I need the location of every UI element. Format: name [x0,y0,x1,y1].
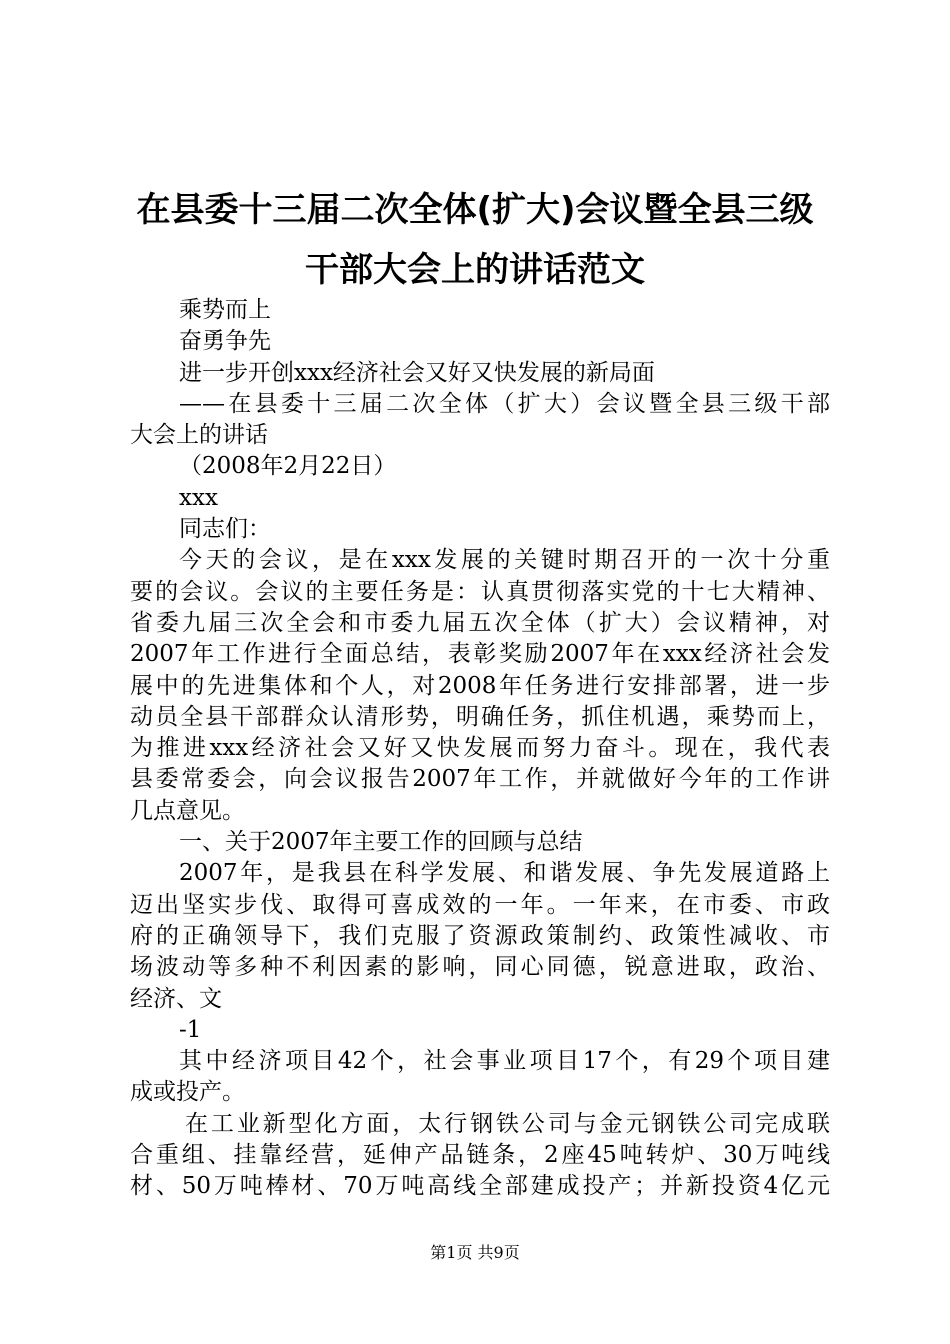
text-line: 迈出坚实步伐、取得可喜成效的一年。一年来，在市委、市政 [130,891,830,918]
text-line: 材、50万吨棒材、70万吨高线全部建成投产；并新投资4亿元 [130,1173,830,1200]
text-line: 经济、文 [130,985,222,1012]
text-line: 场波动等多种不利因素的影响，同心同德，锐意进取，政治、 [130,954,830,981]
text-line: 同志们： [179,516,271,543]
text-line: -1 [179,1016,202,1043]
text-line: 要的会议。会议的主要任务是：认真贯彻落实党的十七大精神、 [130,578,830,605]
text-line: 成或投产。 [130,1079,245,1106]
document-title-line-2: 干部大会上的讲话范文 [305,250,645,290]
text-line: 乘势而上 [179,297,271,323]
document-title-line-1: 在县委十三届二次全体(扩大)会议暨全县三级 [136,190,814,230]
text-line: 动员全县干部群众认清形势，明确任务，抓住机遇，乘势而上， [130,703,830,730]
text-line: 在工业新型化方面，太行钢铁公司与金元钢铁公司完成联 [185,1110,830,1137]
text-line: 进一步开创xxx经济社会又好又快发展的新局面 [179,359,655,386]
text-line: 其中经济项目42个，社会事业项目17个，有29个项目建 [179,1048,830,1075]
text-line: 为推进xxx经济社会又好又快发展而努力奋斗。现在，我代表 [130,735,830,762]
text-line: 县委常委会，向会议报告2007年工作，并就做好今年的工作讲 [130,766,830,793]
document-body [130,295,830,1203]
text-line: 今天的会议，是在xxx发展的关键时期召开的一次十分重 [179,547,830,574]
text-line: （2008年2月22日） [179,453,397,480]
section-heading: 一、关于2007年主要工作的回顾与总结 [179,829,583,856]
text-line: 大会上的讲话 [130,422,268,449]
page-number-footer: 第1页 共9页 [430,1243,520,1262]
text-line: 2007年，是我县在科学发展、和谐发展、争先发展道路上 [179,860,830,887]
text-line: 展中的先进集体和个人，对2008年任务进行安排部署，进一步 [130,672,830,699]
text-line: ——在县委十三届二次全体（扩大）会议暨全县三级干部 [179,390,830,417]
text-line: 2007年工作进行全面总结，表彰奖励2007年在xxx经济社会发 [130,641,830,668]
text-line: 奋勇争先 [179,328,271,355]
text-line: 合重组、挂靠经营，延伸产品链条，2座45吨转炉、30万吨线 [130,1142,830,1169]
text-line: xxx [179,484,218,511]
text-line: 几点意见。 [130,797,245,824]
text-line: 府的正确领导下，我们克服了资源政策制约、政策性减收、市 [130,922,830,949]
text-line: 省委九届三次全会和市委九届五次全体（扩大）会议精神，对 [130,609,830,636]
